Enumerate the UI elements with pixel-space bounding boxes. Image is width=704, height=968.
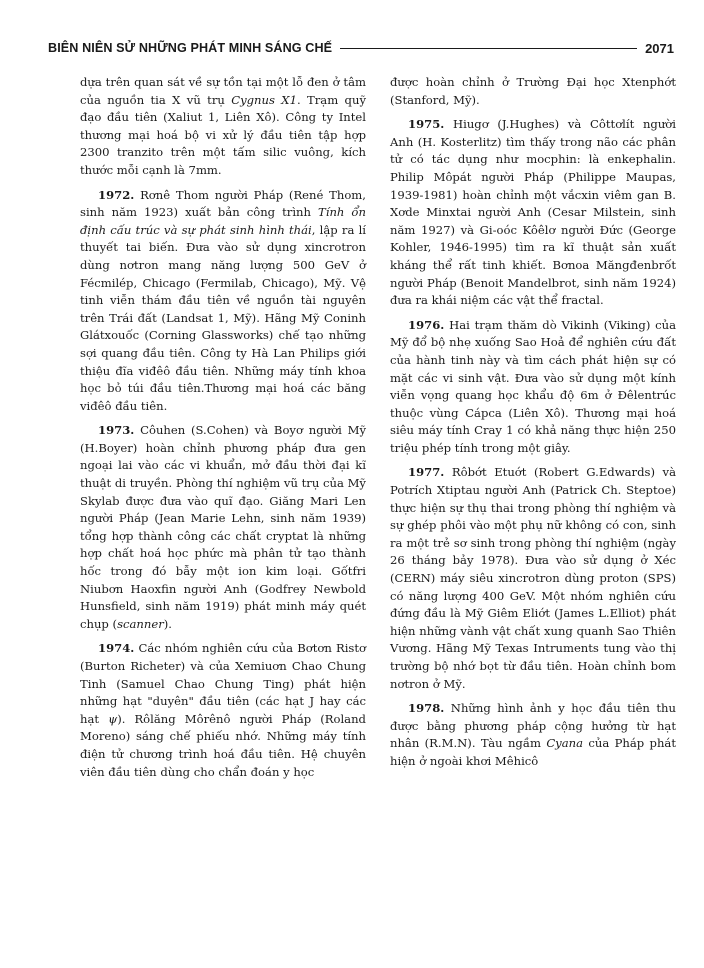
entry-year: 1977. — [408, 465, 445, 480]
text-run: , lập ra lí thuyết tai biến. Đưa vào sử dụng xincrotron dùng nơtron mang năng lượng 500 GeV ở Fécmilép, Chicago (Fermilab, Chicago), Mỹ. Vệ tinh viễn thám đầu tiên về nguồn tài nguyên trên Trái đất (Landsat 1, Mỹ). Hãng Mỹ Coninh Glátxouốc (Corning Glassworks) chế tạo những sợi quang đầu tiên. Công ty Hà Lan Philips giới thiệu đĩa viđêô đầu tiên. Những máy tính khoa học bỏ túi đầu tiên.Thương mại hoá các băng viđêô đầu tiên. — [80, 222, 366, 413]
entry-year: 1972. — [98, 187, 135, 202]
text-run: ). — [163, 616, 172, 631]
text-run: của Pháp phát hiện ở ngoài khơi Mêhicô — [390, 736, 676, 768]
text-run: ). Rôlăng Môrênô người Pháp (Roland Moreno) sáng chế phiếu nhớ. Những máy tính điện tử chương trình hoá đầu tiên. Hệ chuyên viên đầu tiên dùng cho chẩn đoán y học — [80, 711, 366, 779]
entry-year: 1974. — [98, 641, 135, 656]
entry-1974 — [80, 640, 366, 781]
entry-year: 1976. — [408, 317, 445, 332]
entry-year: 1978. — [408, 701, 445, 716]
entry-1978 — [390, 700, 676, 770]
header-rule — [340, 48, 637, 49]
left-column — [80, 74, 366, 788]
italic-term: Cyana — [546, 736, 584, 751]
paragraph-continued — [390, 74, 676, 109]
italic-symbol: ψ — [108, 711, 118, 726]
text-run: Rơnê Thom người Pháp (René Thom, sinh năm 1923) xuất bản công trình — [80, 187, 366, 220]
entry-1975 — [390, 116, 676, 310]
text-run: Hiugơ (J.Hughes) và Côttơlít người Anh (H. Kosterlitz) tìm thấy trong não các phân tử có tác dụng như mocphin: là enkephalin. Philip Môpát người Pháp (Philippe Maupas, 1939-1981) hoàn chỉnh một vắcxin viêm gan B. Xơde Minxtai người Anh (Cesar Milstein, sinh năm 1927) và Gi-oóc Kôêlơ người Đức (George Kohler, 1946-1995) tìm ra kĩ thuật sản xuất kháng thể rất tinh khiết. Bơnoa Măngđenbrốt người Pháp (Benoit Mandelbrot, sinh năm 1924) đưa ra khái niệm các vật thể fractal. — [390, 117, 676, 308]
text-run: Những hình ảnh y học đầu tiên thu được bằng phương pháp cộng hưởng từ hạt nhân (R.M.N). Tàu ngầm — [390, 701, 676, 751]
entry-year: 1975. — [408, 117, 445, 132]
entry-1972 — [80, 187, 366, 416]
entry-year: 1973. — [98, 423, 135, 438]
header-title: BIÊN NIÊN SỬ NHỮNG PHÁT MINH SÁNG CHẾ — [48, 41, 333, 55]
text-run: Rôbớt Etuớt (Robert G.Edwards) và Potrích Xtiptau người Anh (Patrick Ch. Steptoe) thực hiện sự thụ thai trong phòng thí nghiệm và sự ghép phôi vào một phụ nữ không có con, sinh ra một trẻ sơ sinh trong phòng thí nghiệm (ngày 26 tháng bảy 1978). Đưa vào sử dụng ở Xéc (CERN) máy siêu xincrotron dùng proton (SPS) có năng lượng 400 GeV. Một nhóm nghiên cứu đứng đầu là Mỹ Giêm Eliớt (James L.Elliot) phát hiện những vành vật chất xung quanh Sao Thiên Vương. Hãng Mỹ Texas Intruments tung vào thị trường bộ nhớ bọt từ đầu tiên. Hoàn chỉnh bom nơtron ở Mỹ. — [390, 465, 676, 691]
running-header — [48, 36, 674, 60]
page-number: 2071 — [645, 40, 674, 56]
text-run: . Trạm quỹ đạo đầu tiên (Xaliut 1, Liên Xô). Công ty Intel thương mại hoá bộ vi xử lý đầu tiên tập hợp 2300 tranzito trên một tấm silic vuông, kích thước mỗi cạnh là 7mm. — [80, 92, 366, 177]
text-run: Hai trạm thăm dò Vikinh (Viking) của Mỹ đổ bộ nhẹ xuống Sao Hoả để nghiên cứu đất của hành tinh này và tìm cách phát hiện sự có mặt các vi sinh vật. Đưa vào sử dụng một kính viễn vọng quang học khẩu độ 6m ở Đêlentrúc thuộc vùng Cápca (Liên Xô). Thương mại hoá siêu máy tính Cray 1 có khả năng thực hiện 250 triệu phép tính trong một giây. — [390, 317, 676, 455]
italic-term: scanner — [117, 616, 164, 631]
text-run: dựa trên quan sát về sự tồn tại một lỗ đen ở tâm của nguồn tia X vũ trụ — [80, 75, 366, 107]
text-run: được hoàn chỉnh ở Trường Đại học Xtenphớt (Stanford, Mỹ). — [390, 75, 676, 107]
right-column — [390, 74, 676, 778]
paragraph-continued — [80, 74, 366, 180]
text-run: Côuhen (S.Cohen) và Boyơ người Mỹ (H.Boyer) hoàn chỉnh phương pháp đưa gen ngoại lai vào các vi khuẩn, mở đầu thời đại kĩ thuật di truyền. Phòng thí nghiệm vũ trụ của Mỹ Skylab được đưa vào quĩ đạo. Giăng Mari Len người Pháp (Jean Marie Lehn, sinh năm 1939) tổng hợp thành công các chất cryptat là những hợp chất hoá học phức mà phân tử tạo thành hốc trong đó bẫy một ion kim loại. Gốtfri Niubơn Haoxfin người Anh (Godfrey Newbold Hunsfield, sinh năm 1919) phát minh máy quét chụp ( — [80, 423, 366, 631]
entry-1976 — [390, 317, 676, 458]
entry-1973 — [80, 422, 366, 633]
italic-term: Cygnus X1 — [231, 92, 297, 107]
italic-title: Tính ổn định cấu trúc và sự phát sinh hình thái — [80, 205, 366, 237]
text-run: Các nhóm nghiên cứu của Bơtơn Ristơ (Burton Richeter) và của Xemiuơn Chao Chung Tinh (Samuel Chao Chung Ting) phát hiện những hạt "duyên" đầu tiên (các hạt J hay các hạt — [80, 641, 366, 726]
entry-1977 — [390, 464, 676, 693]
